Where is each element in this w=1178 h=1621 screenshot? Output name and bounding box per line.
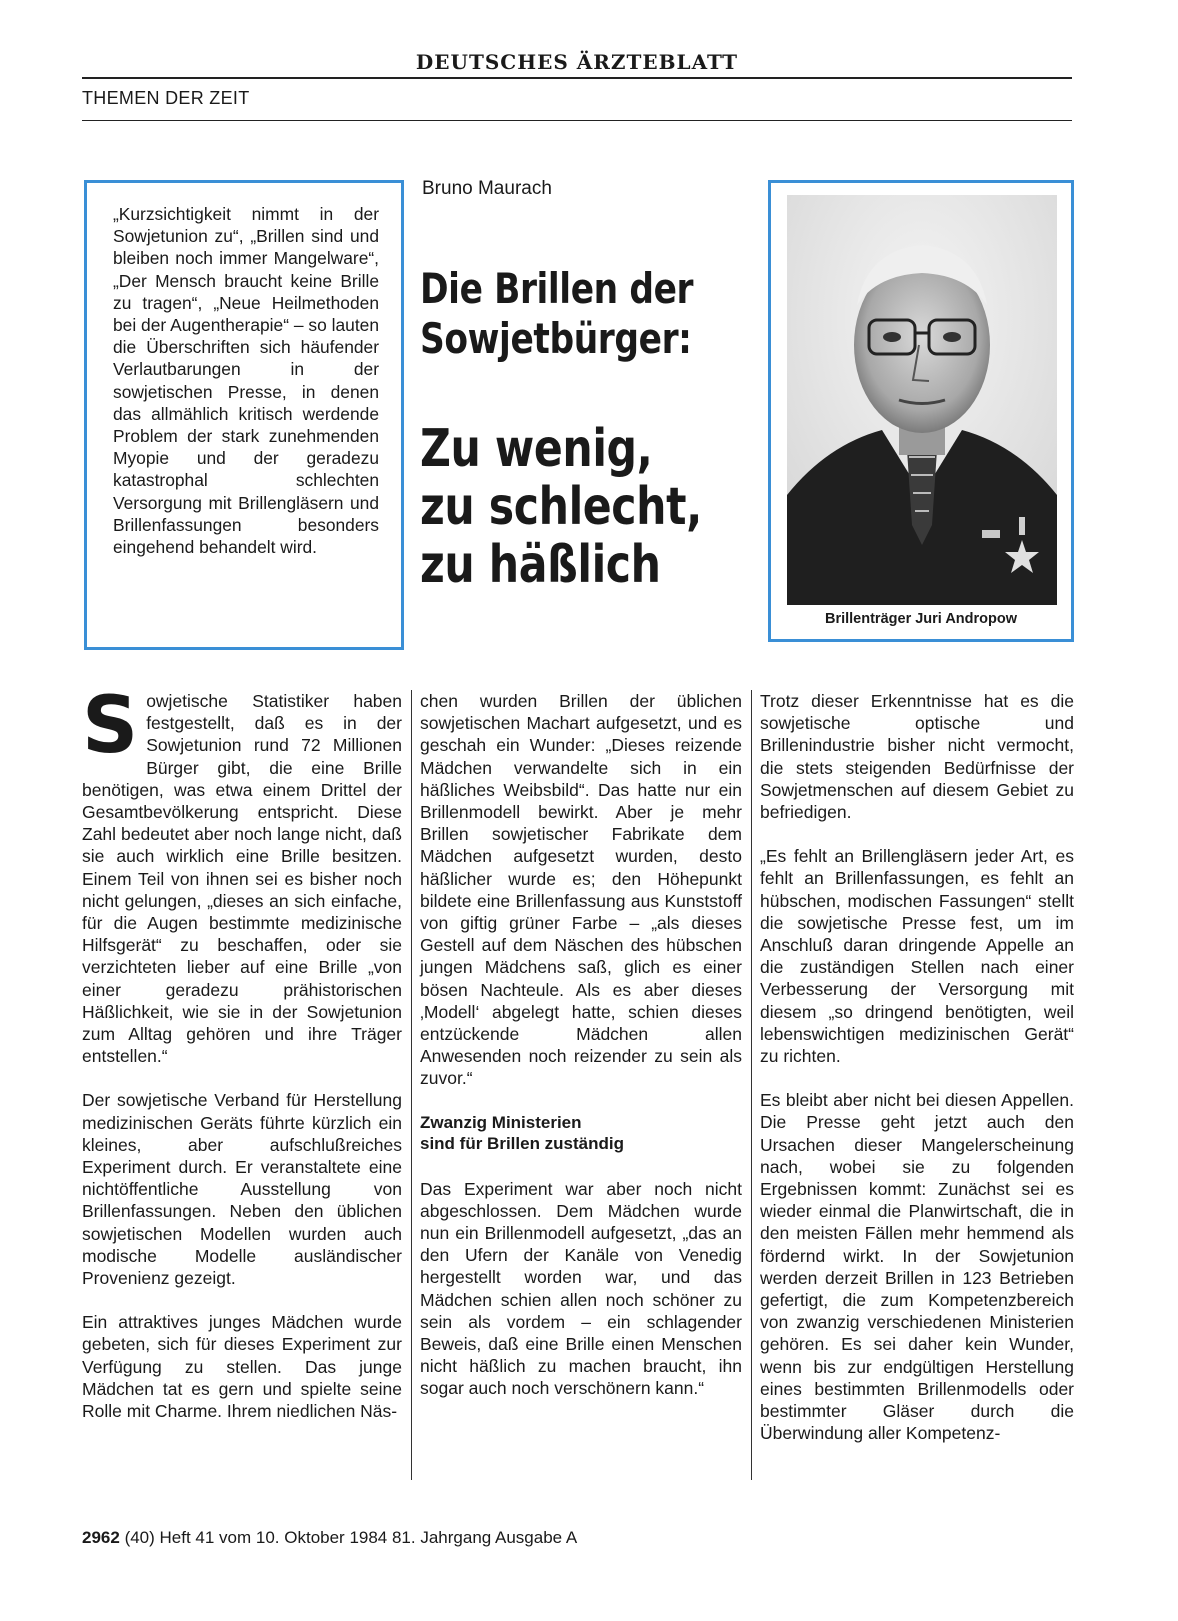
page-footer [82, 1528, 577, 1548]
teaser-text: „Kurzsichtigkeit nimmt in der Sowjetunion zu“, „Brillen sind und bleiben noch immer Mangelware“, „Der Mensch braucht keine Brille zu tragen“, „Neue Heilmethoden bei der Augentherapie“ – so lauten die Überschriften sich häufender Verlautbarungen in der sowjetischen Presse, in denen das allmählich kritisch werdende Problem der stark zunehmenden Myopie und der geradezu katastrophal schlechten Versorgung mit Brillengläsern und Brillenfassungen besonders eingehend behandelt wird. [113, 204, 379, 558]
subtitle-line-1: Zu wenig, [420, 419, 653, 479]
teaser-box [84, 180, 404, 650]
article-column-3 [760, 690, 1074, 1510]
subtitle-line-3: zu häßlich [420, 535, 661, 595]
portrait-photo [787, 195, 1057, 605]
subheading-line-1: Zwanzig Ministerien [420, 1112, 582, 1132]
paragraph: Ein attraktives junges Mädchen wurde gebeten, sich für dieses Experiment zur Verfügung zu stellen. Das junge Mädchen tat es gern und spielte seine Rolle mit Charme. Ihrem niedlichen Näs- [82, 1312, 402, 1422]
paragraph [82, 681, 402, 1067]
page-number: 2962 [82, 1528, 120, 1547]
issue-info: (40) Heft 41 vom 10. Oktober 1984 81. Jahrgang Ausgabe A [124, 1528, 578, 1547]
masthead-rule [82, 77, 1072, 79]
headline-subtitle [420, 419, 702, 595]
subtitle-line-2: zu schlecht, [420, 477, 702, 537]
headline-line-2: Sowjetbürger: [420, 314, 692, 363]
paragraph-text: owjetische Statistiker haben festgestellt, daß es in der Sowjetunion rund 72 Millionen Bürger gibt, die eine Brille benötigen, was etwa einem Drittel der Gesamtbevölkerung entspricht. Diese Zahl bedeutet aber noch lange nicht, daß sie auch wirklich eine Brille besitzen. Einem Teil von ihnen sei es bisher noch nicht gelungen, „dieses an sich einfache, für die Augen bestimmte medizinische Hilfsgerät“ zu beschaffen, oder sie verzichteten lieber auf eine Brille „von einer geradezu prähistorischen Häßlichkeit, wie sie in der Sowjetunion zum Alltag gehören und ihre Träger entstellen.“ [82, 691, 402, 1067]
section-rule [82, 120, 1072, 121]
author-byline: Bruno Maurach [422, 178, 552, 199]
column-divider [751, 690, 752, 1480]
photo-frame [768, 180, 1074, 642]
drop-cap: S [82, 681, 139, 771]
column-divider [411, 690, 412, 1480]
paragraph: Trotz dieser Erkenntnisse hat es die sowjetische optische und Brillenindustrie bisher nicht vermocht, die stets steigenden Bedürfnisse der Sowjetmenschen auf diesem Gebiet zu befriedigen. [760, 691, 1074, 823]
paragraph: chen wurden Brillen der üblichen sowjetischen Machart aufgesetzt, und es geschah ein Wunder: „Dieses reizende Mädchen verwandelte sich in ein häßliches Weibsbild“. Das hatte nur ein Brillenmodell bewirkt. Aber je mehr Brillen sowjetischer Fabrikate dem Mädchen aufgesetzt wurden, desto häßlicher wurde es; den Höhepunkt bildete eine Brillenfassung aus Kunststoff von giftig grüner Farbe – „als dieses Gestell auf dem Näschen des hübschen jungen Mädchens saß, glich es einer bösen Nachteule. Als es aber dieses ‚Modell‘ abgelegt hatte, schien dieses entzückende Mädchen allen Anwesenden noch reizender zu sein als zuvor.“ [420, 691, 742, 1089]
photo-caption: Brillenträger Juri Andropow [824, 611, 1017, 627]
portrait-illustration [787, 195, 1057, 605]
masthead: DEUTSCHES ÄRZTEBLATT [415, 50, 739, 74]
paragraph: Das Experiment war aber noch nicht abgeschlossen. Dem Mädchen wurde nun ein Brillenmodell aufgesetzt, „das an den Ufern der Kanäle von Venedig hergestellt worden war, und das Mädchen schien allen noch schöner zu sein als vordem – ein schlagender Beweis, daß eine Brille einen Menschen nicht häßlich zu machen braucht, ihn sogar auch noch verschönern kann.“ [420, 1178, 742, 1399]
section-label: THEMEN DER ZEIT [82, 88, 250, 108]
article-column-2 [420, 690, 742, 1510]
paragraph: Es bleibt aber nicht bei diesen Appellen. Die Presse geht jetzt auch den Ursachen dieser Mangelerscheinung nach, wobei sie zu folgenden Ergebnissen kommt: Zunächst sei es wieder einmal die Planwirtschaft, die in den meisten Fällen mehr hemmend als fördernd wirkt. In der Sowjetunion werden derzeit Brillen in 123 Betrieben gefertigt, die zum Kompetenzbereich von zwanzig verschiedenen Ministerien gehören. Es sei daher kein Wunder, wenn bis zur endgültigen Herstellung eines bestimmten Brillenmodells oder bestimmter Gläser durch die Überwindung aller Kompetenz- [760, 1090, 1074, 1444]
subheading [420, 1112, 742, 1154]
subheading-line-2: sind für Brillen zuständig [420, 1133, 625, 1153]
article-column-1 [82, 681, 402, 1510]
headline [420, 264, 702, 595]
paragraph: Der sowjetische Verband für Herstellung medizinischen Geräts führte kürzlich ein kleines, aber aufschlußreiches Experiment durch. Er veranstaltete eine nichtöffentliche Ausstellung von Brillenfassungen. Neben den üblichen sowjetischen Modellen wurden auch modische Modelle ausländischer Provenienz gezeigt. [82, 1090, 402, 1289]
paragraph: „Es fehlt an Brillengläsern jeder Art, es fehlt an Brillenfassungen, es fehlt an hübschen, modischen Fassungen“ stellt die sowjetische Presse fest, um im Anschluß daran dringende Appelle an die zuständigen Stellen nach einer Verbesserung der Versorgung mit diesem „so dringend benötigten, weil lebenswichtigen medizinischen Gerät“ zu richten. [760, 846, 1074, 1067]
headline-line-1: Die Brillen der [420, 264, 694, 313]
